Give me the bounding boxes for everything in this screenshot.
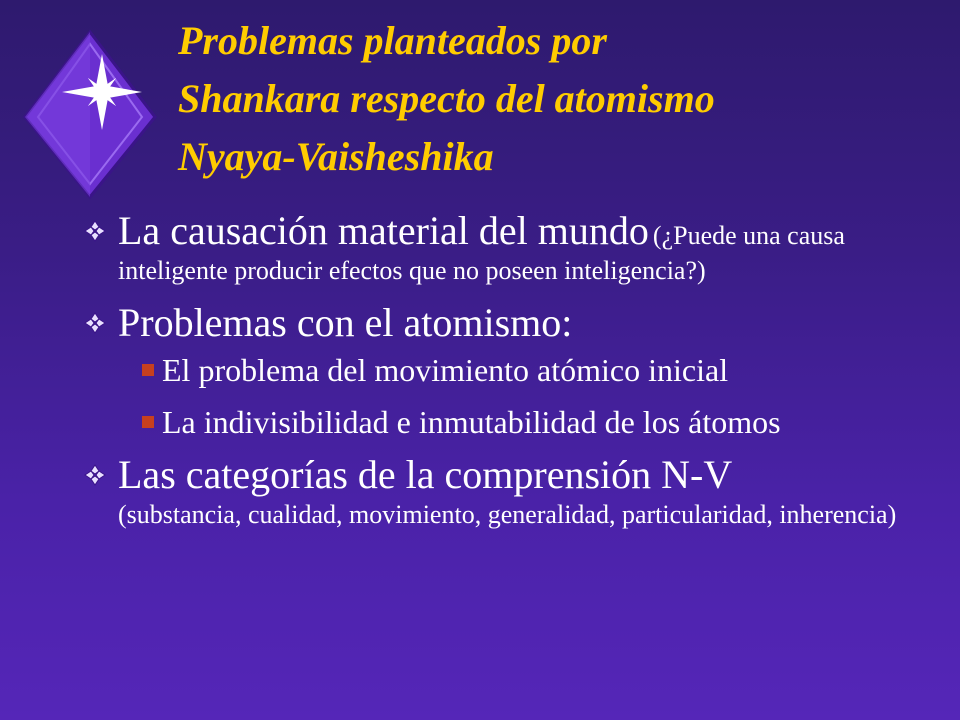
bullet-item — [84, 300, 934, 346]
bullet-item — [84, 452, 934, 532]
bullet-text: Las categorías de la comprensión N-V — [118, 452, 733, 497]
bullet-text: La causación material del mundo — [118, 208, 649, 253]
diamond-bullet-icon — [84, 312, 106, 334]
bullet-text: Problemas con el atomismo: — [118, 300, 573, 345]
bullet-note: (¿Puede una causa inteligente producir efectos que no poseen inteligencia?) — [118, 221, 845, 285]
title-line-2: Shankara respecto del atomismo — [178, 76, 715, 121]
title-line-1: Problemas planteados por — [178, 18, 607, 63]
slide-title — [178, 12, 938, 186]
bullet-item — [84, 208, 934, 288]
square-bullet-icon — [142, 364, 154, 376]
diamond-bullet-icon — [84, 464, 106, 486]
bullet-list — [84, 200, 934, 532]
sub-bullet-item — [84, 348, 934, 392]
diamond-bullet-icon — [84, 220, 106, 242]
bullet-note: (substancia, cualidad, movimiento, generalidad, particularidad, inherencia) — [118, 500, 897, 529]
sub-bullet-item — [84, 400, 934, 444]
diamond-star-logo-icon — [20, 22, 160, 202]
sub-bullet-text: La indivisibilidad e inmutabilidad de los átomos — [162, 404, 781, 440]
title-line-3: Nyaya-Vaisheshika — [178, 134, 494, 179]
sub-bullet-text: El problema del movimiento atómico inicial — [162, 352, 729, 388]
square-bullet-icon — [142, 416, 154, 428]
